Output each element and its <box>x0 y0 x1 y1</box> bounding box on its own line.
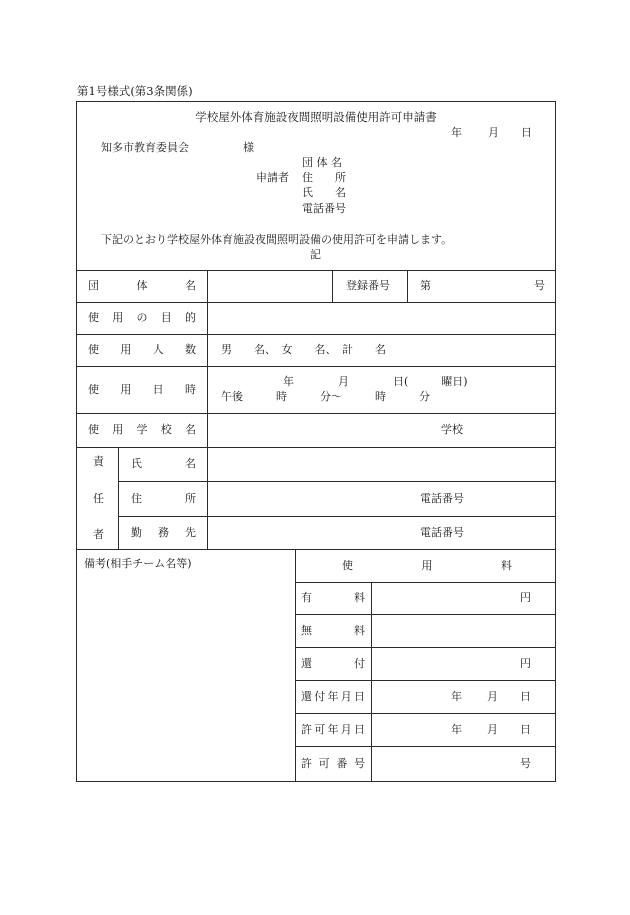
ki-label: 記 <box>310 248 321 261</box>
refund-date-label: 還 付 年 月 日 <box>301 689 365 703</box>
applicant-name-label: 氏 名 <box>302 186 346 199</box>
group-name-label: 団 体 名 <box>88 279 196 292</box>
responsible-char-3: 者 <box>93 528 104 541</box>
people-count-label: 使 用 人 数 <box>88 343 196 356</box>
school-suffix: 学校 <box>441 423 463 436</box>
refund-date-year: 年 <box>451 689 462 703</box>
refund-label: 還 付 <box>301 656 365 670</box>
registration-number-label: 登録番号 <box>346 279 390 292</box>
refund-date-month: 月 <box>487 689 498 703</box>
registration-prefix: 第 <box>420 279 431 292</box>
form-title: 学校屋外体育施設夜間照明設備使用許可申請書 <box>195 110 437 124</box>
applicant-address-label: 住 所 <box>302 171 346 184</box>
school-name-field[interactable] <box>208 414 441 447</box>
paid-label: 有 料 <box>301 591 365 604</box>
registration-number-field[interactable] <box>446 271 534 302</box>
responsible-char-1: 責 <box>93 455 104 468</box>
responsible-phone-label: 電話番号 <box>420 491 464 505</box>
application-statement: 下記のとおり学校屋外体育施設夜間照明設備の使用許可を申請します。 <box>101 233 453 246</box>
remarks-field[interactable] <box>77 575 294 781</box>
datetime-date-line[interactable]: 年 月 日( 曜日) <box>283 375 468 388</box>
refund-date-day: 日 <box>520 689 531 703</box>
permit-date-year: 年 <box>451 722 462 736</box>
permit-date-day: 日 <box>520 722 531 736</box>
purpose-label: 使 用 の 目 的 <box>88 311 196 324</box>
responsible-address-label: 住 所 <box>131 491 196 505</box>
permit-number-label: 許 可 番 号 <box>301 757 365 770</box>
remarks-label: 備考(相手チーム名等) <box>84 557 192 570</box>
people-count-value[interactable]: 男 名、 女 名、 計 名 <box>221 343 386 356</box>
responsible-workplace-label: 勤 務 先 <box>131 525 196 539</box>
responsible-workplace-field[interactable] <box>208 517 418 549</box>
applicant-phone-label: 電話番号 <box>302 202 346 215</box>
form-number: 第1号様式(第3条関係) <box>77 84 193 98</box>
usage-fee-header: 使 用 料 <box>342 558 512 572</box>
permit-date-label: 許 可 年 月 日 <box>301 722 365 736</box>
refund-yen: 円 <box>520 656 531 670</box>
responsible-name-field[interactable] <box>208 448 555 481</box>
free-label: 無 料 <box>301 623 365 637</box>
school-name-label: 使 用 学 校 名 <box>88 423 196 436</box>
date-year-label: 年 <box>451 126 462 139</box>
honorific: 様 <box>243 141 254 154</box>
datetime-label: 使 用 日 時 <box>88 382 196 396</box>
responsible-char-2: 任 <box>93 492 104 505</box>
permit-date-month: 月 <box>487 722 498 736</box>
date-day-label: 日 <box>521 126 532 139</box>
workplace-phone-label: 電話番号 <box>420 525 464 539</box>
group-name-field[interactable] <box>208 271 332 302</box>
permit-number-suffix: 号 <box>520 757 531 770</box>
applicant-label: 申請者 <box>256 171 289 184</box>
purpose-field[interactable] <box>208 303 555 334</box>
responsible-name-label: 氏 名 <box>131 457 196 470</box>
date-month-label: 月 <box>488 126 499 139</box>
responsible-address-field[interactable] <box>208 482 418 516</box>
datetime-time-line[interactable]: 午後 時 分〜 時 分 <box>221 390 430 403</box>
addressee: 知多市教育委員会 <box>101 141 189 154</box>
registration-suffix: 号 <box>534 279 545 292</box>
applicant-group-name-label: 団 体 名 <box>302 156 342 169</box>
paid-yen: 円 <box>520 591 531 604</box>
